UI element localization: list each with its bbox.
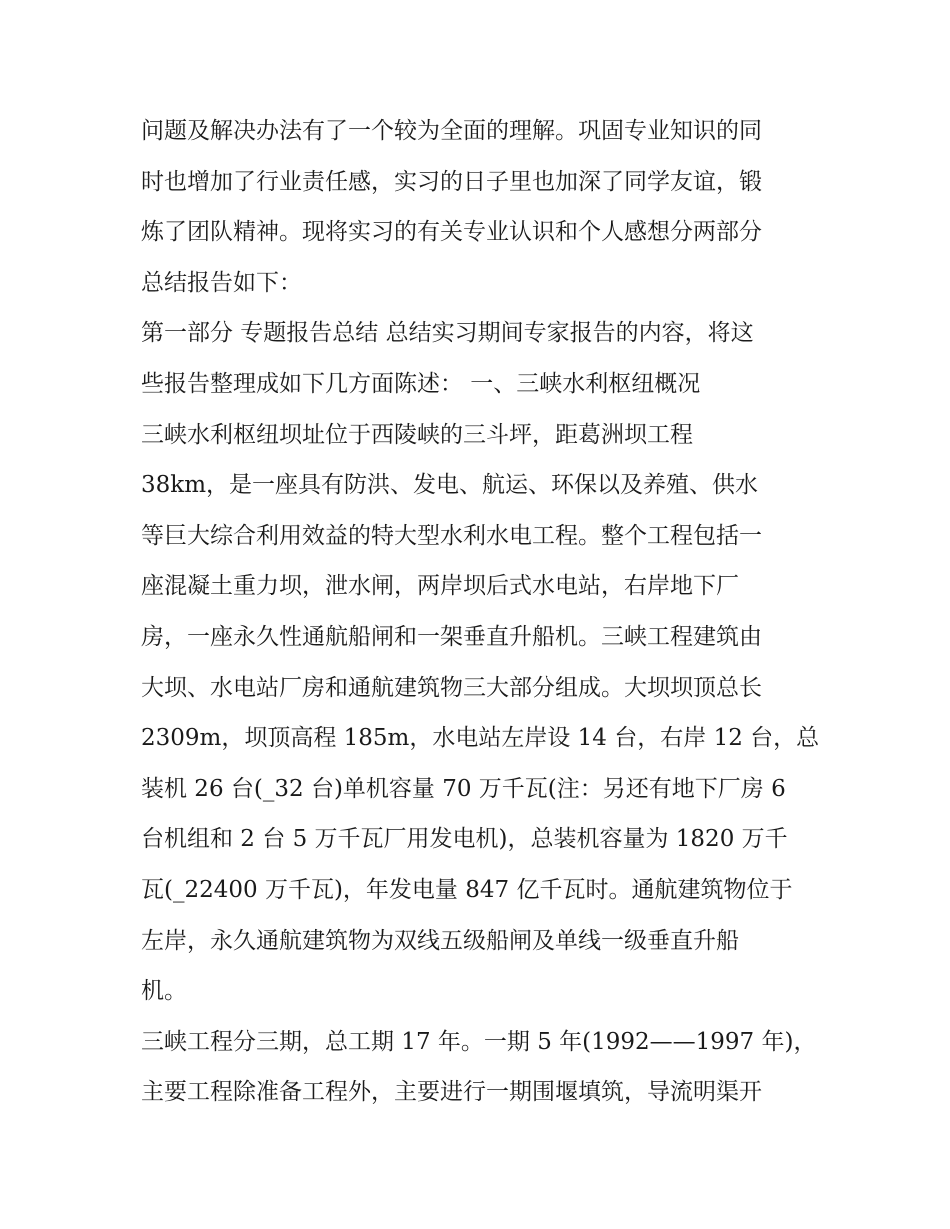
text-line: 主要工程除准备工程外，主要进行一期围堰填筑，导流明渠开 <box>141 1079 762 1106</box>
text-line: 左岸，永久通航建筑物为双线五级船闸及单线一级垂直升船 <box>141 927 739 954</box>
text-line: 三峡工程分三期，总工期 17 年。一期 5 年(1992——1997 年)， <box>141 1028 817 1055</box>
text-line: 大坝、水电站厂房和通航建筑物三大部分组成。大坝坝顶总长 <box>141 674 762 701</box>
text-line: 炼了团队精神。现将实习的有关专业认识和个人感想分两部分 <box>141 219 762 246</box>
text-line: 问题及解决办法有了一个较为全面的理解。巩固专业知识的同 <box>141 118 762 144</box>
text-line: 些报告整理成如下几方面陈述： 一、三峡水利枢纽概况 <box>141 370 701 397</box>
text-line: 机。 <box>141 978 187 1005</box>
text-line: 台机组和 2 台 5 万千瓦厂用发电机)，总装机容量为 1820 万千 <box>141 826 788 853</box>
text-line: 座混凝土重力坝，泄水闸，两岸坝后式水电站，右岸地下厂 <box>141 573 739 600</box>
text-line: 装机 26 台(_32 台)单机容量 70 万千瓦(注：另还有地下厂房 6 <box>141 775 786 802</box>
text-line: 瓦(_22400 万千瓦)，年发电量 847 亿千瓦时。通航建筑物位于 <box>141 876 793 903</box>
text-line: 等巨大综合利用效益的特大型水利水电工程。整个工程包括一 <box>141 522 762 549</box>
text-line: 时也增加了行业责任感，实习的日子里也加深了同学友谊，锻 <box>141 168 762 195</box>
text-line: 38km，是一座具有防洪、发电、航运、环保以及养殖、供水 <box>141 472 759 499</box>
text-line: 第一部分 专题报告总结 总结实习期间专家报告的内容，将这 <box>141 320 754 347</box>
text-line: 房，一座永久性通航船闸和一架垂直升船机。三峡工程建筑由 <box>141 623 762 650</box>
text-line: 总结报告如下： <box>141 269 302 296</box>
body-text <box>141 106 821 1118</box>
text-line: 三峡水利枢纽坝址位于西陵峡的三斗坪，距葛洲坝工程 <box>141 421 693 448</box>
text-line: 2309m，坝顶高程 185m，水电站左岸设 14 台，右岸 12 台，总 <box>141 725 820 752</box>
